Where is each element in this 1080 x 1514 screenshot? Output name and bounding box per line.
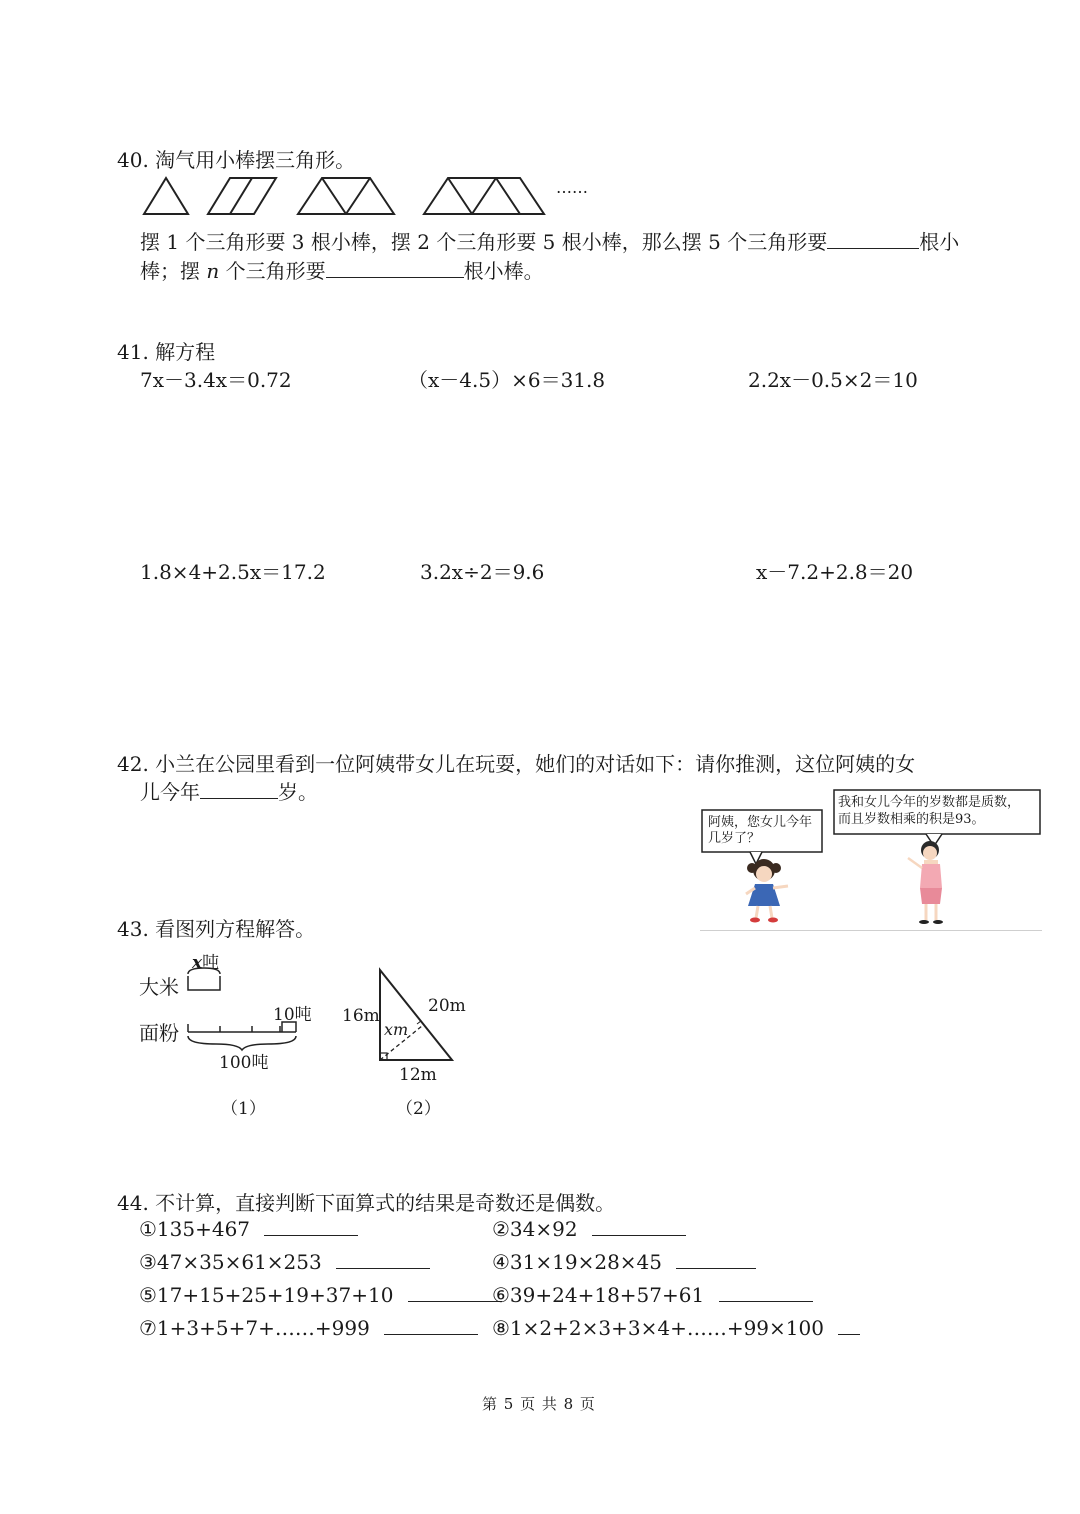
q42-blank-age[interactable] [200, 798, 278, 799]
q44-item-2 [492, 1217, 686, 1241]
right-triangle-diagram [370, 966, 470, 1066]
q40-line1-tail: 根小 [919, 230, 960, 254]
q44-item-8-text: ⑧1×2+2×3+3×4+……+99×100 [492, 1316, 824, 1340]
q42-line2 [140, 776, 318, 805]
rice-label: 大米 [139, 975, 179, 999]
q40-line2 [140, 255, 544, 284]
girl-bubble-line1: 阿姨，您女儿今年 [708, 815, 813, 830]
sequence-ellipsis: …… [556, 178, 588, 197]
rice-bar [188, 976, 220, 990]
q40-blank-n-triangles[interactable] [326, 277, 464, 278]
q40-line2-text: 棒；摆 [140, 259, 200, 283]
q44-item-1-text: ①135+467 [139, 1217, 251, 1241]
triangle-1-figure [144, 178, 188, 214]
q44-item-4-text: ④31×19×28×45 [492, 1250, 662, 1274]
rice-value-label: x吨 [192, 953, 220, 973]
height-label: xm [384, 1020, 409, 1039]
equation-5: 3.2x÷2＝9.6 [420, 560, 545, 584]
q44-item-7 [139, 1316, 478, 1340]
q44-blank-8[interactable] [838, 1334, 860, 1335]
side-bottom-label: 12m [399, 1065, 437, 1085]
q42-line2-tail: 岁。 [278, 780, 318, 804]
page-footer: 第 5 页 共 8 页 [482, 1395, 596, 1413]
q44-item-8 [492, 1316, 860, 1340]
q44-item-6 [492, 1283, 813, 1307]
extra-label: 10吨 [273, 1005, 312, 1025]
total-label: 100吨 [219, 1053, 269, 1073]
q40-var-n: n [206, 259, 220, 283]
q44-item-5-text: ⑤17+15+25+19+37+10 [139, 1283, 394, 1307]
q44-blank-6[interactable] [719, 1301, 813, 1302]
equation-4: 1.8×4+2.5x＝17.2 [140, 560, 326, 584]
equation-3: 2.2x－0.5×2＝10 [748, 368, 918, 392]
triangle-stick-figures [138, 172, 608, 222]
q44-item-5 [139, 1283, 502, 1307]
figure-2-caption: （2） [396, 1099, 441, 1119]
woman-bubble-line2: 而且岁数相乘的积是93。 [838, 812, 985, 827]
q42-line2-text: 儿今年 [140, 780, 200, 804]
total-brace [188, 1036, 296, 1050]
q44-blank-4[interactable] [676, 1268, 756, 1269]
q40-line1-text: 摆 1 个三角形要 3 根小棒，摆 2 个三角形要 5 根小棒，那么摆 5 个三角形要 [140, 230, 828, 254]
flour-label: 面粉 [139, 1021, 179, 1045]
q40-line2-tail: 根小棒。 [463, 259, 544, 283]
q44-blank-1[interactable] [264, 1235, 358, 1236]
q44-blank-5[interactable] [408, 1301, 502, 1302]
equation-6: x－7.2+2.8＝20 [756, 560, 914, 584]
q44-item-6-text: ⑥39+24+18+57+61 [492, 1283, 705, 1307]
q42-comic-illustration [700, 788, 1042, 931]
q41-title: 41. 解方程 [117, 340, 216, 364]
girl-bubble-line2: 几岁了？ [708, 831, 761, 846]
equation-1: 7x－3.4x＝0.72 [140, 368, 292, 392]
equation-2: （x－4.5）×6＝31.8 [408, 368, 606, 392]
q44-blank-2[interactable] [592, 1235, 686, 1236]
girl-figure [746, 859, 788, 923]
woman-bubble-line1: 我和女儿今年的岁数都是质数， [838, 795, 1021, 810]
segment-diagram [180, 960, 320, 1060]
q40-blank-5-triangles[interactable] [827, 248, 919, 249]
q40-line1 [140, 226, 959, 255]
figure-1-caption: （1） [221, 1099, 266, 1119]
q44-item-2-text: ②34×92 [492, 1217, 578, 1241]
q44-blank-7[interactable] [384, 1334, 478, 1335]
extra-box [282, 1022, 296, 1032]
q44-blank-3[interactable] [336, 1268, 430, 1269]
q43-title: 43. 看图列方程解答。 [117, 917, 316, 941]
q44-item-3-text: ③47×35×61×253 [139, 1250, 322, 1274]
woman-figure [908, 841, 943, 924]
q44-title: 44. 不计算，直接判断下面算式的结果是奇数还是偶数。 [117, 1191, 616, 1215]
triangle-4-figure [424, 178, 544, 214]
q44-item-1 [139, 1217, 358, 1241]
triangle-3-figure [298, 178, 394, 214]
q44-item-3 [139, 1250, 430, 1274]
triangle-2-figure [208, 178, 276, 214]
q40-title: 40. 淘气用小棒摆三角形。 [117, 148, 356, 172]
q44-item-4 [492, 1250, 756, 1274]
side-hyp-label: 20m [428, 996, 466, 1016]
q42-title: 42. 小兰在公园里看到一位阿姨带女儿在玩耍，她们的对话如下：请你推测，这位阿姨的女 [117, 752, 916, 776]
side-left-label: 16m [342, 1006, 380, 1026]
q40-line2-mid: 个三角形要 [225, 259, 326, 283]
rice-brace [188, 968, 220, 974]
q44-item-7-text: ⑦1+3+5+7+……+999 [139, 1316, 370, 1340]
